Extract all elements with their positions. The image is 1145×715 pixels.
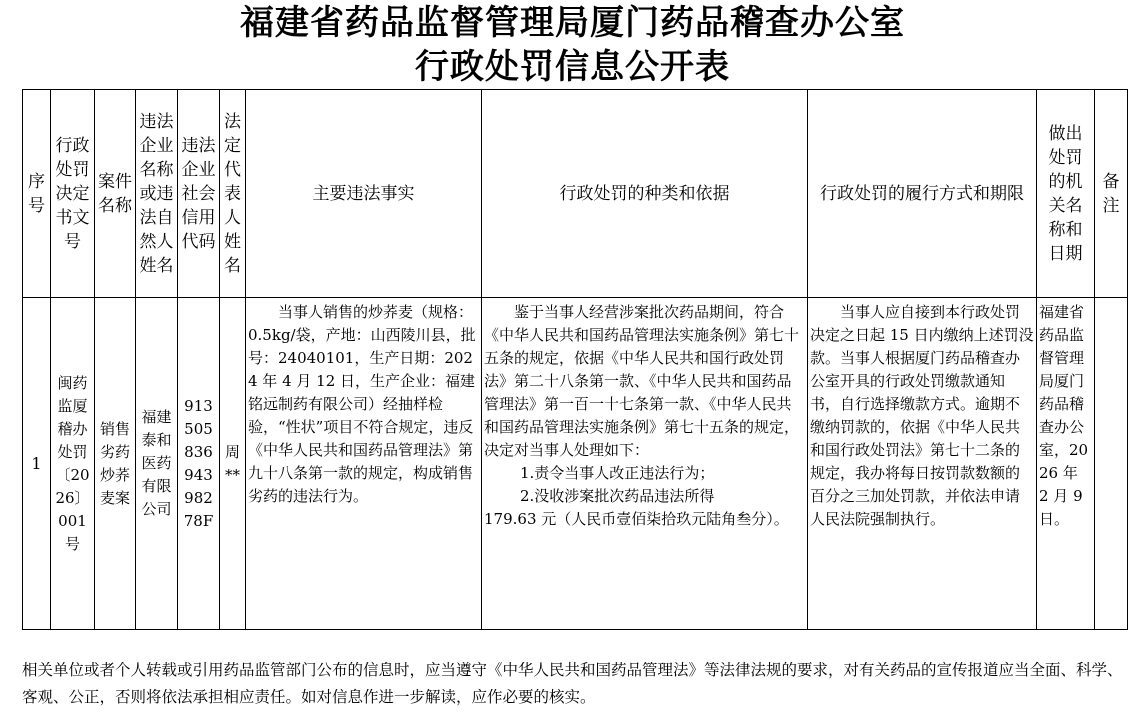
cell-penalty [482, 298, 808, 630]
penalty-item-2: 2.没收涉案批次药品违法所得 [520, 487, 715, 505]
header-authority-date: 做出处罚的机关名称和日期 [1037, 90, 1095, 298]
cell-seq: 1 [23, 298, 51, 630]
header-case-name: 案件名称 [95, 90, 136, 298]
cell-facts [246, 298, 482, 630]
cell-party-name: 福建泰和医药有限公司 [136, 298, 178, 630]
header-credit-code: 违法企业社会信用代码 [178, 90, 220, 298]
header-party-name: 违法企业名称或违法自然人姓名 [136, 90, 178, 298]
header-facts: 主要违法事实 [246, 90, 482, 298]
page-title: 福建省药品监督管理局厦门药品稽查办公室 [240, 3, 905, 43]
table-row [23, 298, 1128, 630]
cell-case-name: 销售劣药炒荞麦案 [95, 298, 136, 630]
header-doc-no: 行政处罚决定书文号 [51, 90, 95, 298]
penalty-item-1: 1.责令当事人改正违法行为； [520, 464, 715, 482]
penalty-item-2-cont: 179.63 元（人民币壹佰柒拾玖元陆角叁分）。 [484, 510, 789, 528]
cell-execution [808, 298, 1037, 630]
header-penalty: 行政处罚的种类和依据 [482, 90, 808, 298]
header-remarks: 备注 [1095, 90, 1128, 298]
cell-doc-no: 闽药监厦稽办处罚〔2026〕001号 [51, 298, 95, 630]
penalty-intro: 鉴于当事人经营涉案批次药品期间，符合《中华人民共和国药品管理法实施条例》第七十五条的规定，依据《中华人民共和国行政处罚法》第二十八条第一款、《中华人民共和国药品管理法》第一百一十七条第一款、《中华人民共和国药品管理法实施条例》第七十五条的规定，决定对当事人处理如下： [484, 303, 800, 459]
disclaimer-note: 相关单位或者个人转载或引用药品监管部门公布的信息时，应当遵守《中华人民共和国药品管理法》等法律法规的要求，对有关药品的宣传报道应当全面、科学、客观、公正，否则将依法承担相应责任。如对信息作进一步解读，应作必要的核实。 [22, 661, 1123, 706]
execution-text: 当事人应自接到本行政处罚决定之日起 15 日内缴纳上述罚没款。当事人根据厦门药品稽查办公室开具的行政处罚缴款通知书，自行选择缴款方式。逾期不缴纳罚款的，依据《中华人民共和国行政处罚法》第七十二条的规定，我办将每日按罚款数额的百分之三加处罚款，并依法申请人民法院强制执行。 [810, 303, 1034, 528]
penalty-info-table [22, 89, 1128, 630]
table-header-row [23, 90, 1128, 298]
cell-legal-rep: 周** [220, 298, 246, 630]
header-legal-rep: 法定代表人姓名 [220, 90, 246, 298]
header-execution: 行政处罚的履行方式和期限 [808, 90, 1037, 298]
cell-authority-date: 福建省药品监督管理局厦门药品稽查办公室，2026 年 2 月 9 日。 [1037, 298, 1095, 630]
header-seq: 序号 [23, 90, 51, 298]
cell-credit-code: 91350583694398278F [178, 298, 220, 630]
cell-remarks [1095, 298, 1128, 630]
page-subtitle: 行政处罚信息公开表 [415, 47, 730, 87]
facts-text: 当事人销售的炒荞麦（规格：0.5kg/袋，产地：山西陵川县，批号：24040101，生产日期：2024 年 4 月 12 日，生产企业：福建铭远制药有限公司）经抽样检验，“性状”项目不符合规定，违反《中华人民共和国药品管理法》第九十八条第一款的规定，构成销售劣药的违法行为。 [248, 303, 476, 505]
